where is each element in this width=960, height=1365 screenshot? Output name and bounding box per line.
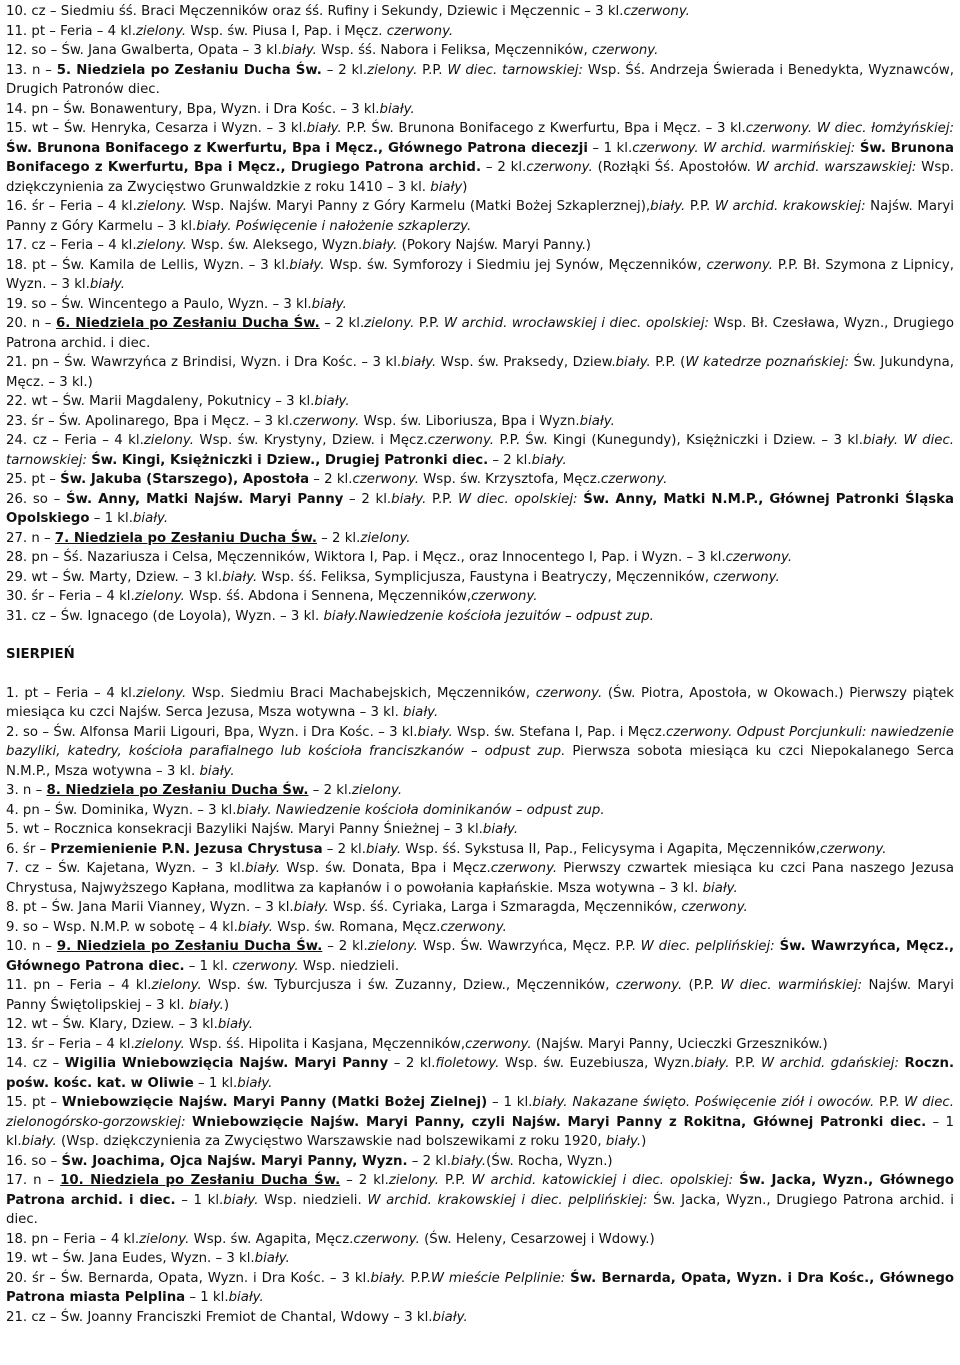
calendar-entry: [6, 119, 954, 197]
entry-text: czerwony.: [615, 978, 683, 993]
entry-text: Wniebowzięcie Najśw. Maryi Panny, czyli Najśw. Maryi Panny z Rokitna, Głównej Patronki diec.: [191, 1114, 927, 1130]
entry-text: Wsp. dziękczynienia za Zwycięstwo Grunwaldzkie z roku 1410 – 3 kl.: [6, 160, 954, 195]
entry-text: biały.: [417, 724, 453, 740]
calendar-entry: [6, 22, 954, 42]
entry-text: W mieście Pelplinie:: [430, 1270, 566, 1286]
entry-text: 14. cz –: [6, 1056, 65, 1071]
entry-text: zielony.: [364, 316, 415, 331]
entry-text: Wsp. św. Aleksego, Wyzn.: [186, 238, 363, 253]
entry-text: W archid. gdańskiej:: [760, 1056, 899, 1071]
entry-text: czerwony.: [232, 958, 299, 974]
entry-text: biały.: [432, 1309, 468, 1325]
entry-text: 28. pn – Śś. Nazariusza i Celsa, Męczenników, Wiktora I, Pap. i Męcz., oraz Innocentego I, Pap. i Wyzn. – 3 kl.: [6, 550, 726, 565]
entry-text: – 2 kl.: [309, 472, 353, 487]
calendar-entry: [6, 412, 954, 432]
entry-text: czerwony.: [440, 919, 507, 935]
entry-text: czerwony.: [427, 433, 495, 448]
entry-text: Św. Anny, Matki N.M.P., Głównej Patronki Śląska Opolskiego: [6, 491, 954, 526]
calendar-entry: [6, 2, 954, 22]
entry-text: – 1 kl.: [487, 1095, 533, 1110]
entry-text: (Rozłąki Śś. Apostołów.: [592, 160, 756, 175]
entry-text: zielony.: [135, 23, 187, 39]
entry-text: W archid. wrocławskiej i diec. opolskiej:: [443, 316, 710, 331]
calendar-entry: [6, 937, 954, 976]
entry-text: P.P.: [426, 491, 459, 507]
entry-text: 10. Niedziela po Zesłaniu Ducha Św.: [60, 1173, 341, 1188]
entry-text: 10. cz – Siedmiu śś. Braci Męczenników oraz śś. Rufiny i Sekundy, Dziewic i Męczennic – 3 kl.: [6, 4, 624, 19]
entry-text: czerwony.: [591, 43, 659, 58]
entry-text: 20. n –: [6, 316, 56, 331]
calendar-entry: [6, 820, 954, 840]
entry-text: – 2 kl.: [388, 1056, 436, 1071]
entry-text: biały.: [531, 452, 567, 468]
entry-text: (Wsp. dziękczynienia za Zwycięstwo Warszawskie nad bolszewikami z roku 1920,: [56, 1134, 606, 1149]
entry-text: 5. wt – Rocznica konsekracji Bazyliki Najśw. Maryi Panny Śnieżnej – 3 kl.: [6, 822, 483, 837]
calendar-entry: [6, 1054, 954, 1093]
entry-text: Wsp. św. Stefana I, Pap. i Męcz.: [452, 724, 666, 740]
entry-text: ): [462, 179, 468, 195]
entry-text: P.P. Bł. Szymona z Lipnicy, Wyzn. – 3 kl.: [6, 257, 954, 292]
entry-text: zielony.: [351, 783, 403, 798]
calendar-entry: [6, 256, 954, 295]
calendar-entry: [6, 295, 954, 315]
entry-text: W diec. warmińskiej:: [720, 978, 863, 993]
entry-text: Wsp. niedzieli.: [258, 1192, 368, 1208]
entry-text: biały.: [254, 1251, 290, 1266]
calendar-entry: [6, 470, 954, 490]
entry-text: biały.: [362, 238, 398, 253]
calendar-entry: [6, 781, 954, 801]
entry-text: 29. wt – Św. Marty, Dziew. – 3 kl.: [6, 569, 223, 585]
entry-text: – 1 kl.: [175, 1192, 224, 1208]
entry-text: P.P.: [439, 1173, 472, 1188]
entry-text: Wsp. św. Liboriusza, Bpa i Wyzn.: [359, 413, 580, 429]
entry-text: – 1 kl.: [184, 958, 233, 974]
entry-text: P.P.: [405, 1270, 431, 1286]
entry-text: P.P.: [414, 316, 444, 331]
entry-text: Wsp. śś. Sykstusa II, Pap., Felicysyma i Agapita, Męczenników,: [401, 841, 821, 857]
entry-text: Wsp. św. Piusa I, Pap. i Męcz.: [186, 23, 387, 39]
july-entries: [6, 2, 954, 626]
entry-text: biały.: [222, 569, 258, 585]
entry-text: zielony.: [139, 1231, 190, 1247]
entry-text: 20. śr – Św. Bernarda, Opata, Wyzn. i Dra Kośc. – 3 kl.: [6, 1270, 371, 1286]
entry-text: Św. Jakuba (Starszego), Apostoła: [60, 472, 310, 487]
entry-text: zielony.: [143, 433, 194, 448]
entry-text: (P.P.: [682, 978, 721, 993]
entry-text: – 2 kl.: [407, 1153, 451, 1169]
entry-text: czerwony.: [490, 861, 558, 876]
entry-text: 11. pn – Feria – 4 kl.: [6, 978, 152, 993]
calendar-entry: [6, 314, 954, 353]
entry-text: 4. pn – Św. Dominika, Wyzn. – 3 kl.: [6, 802, 237, 818]
calendar-entry: [6, 918, 954, 938]
entry-text: biały: [430, 179, 463, 195]
entry-text: Wsp. śś. Abdona i Sennena, Męczenników,: [184, 589, 472, 604]
entry-text: czerwony.: [713, 569, 780, 585]
entry-text: – 2 kl.: [319, 316, 365, 331]
entry-text: P.P.: [729, 1056, 761, 1071]
entry-text: Św. Jacka, Wyzn., Drugiego Patrona archid. i diec.: [6, 1192, 954, 1227]
entry-text: 6. Niedziela po Zesłaniu Ducha Św.: [55, 316, 320, 331]
entry-text: Św. Kingi, Księżniczki i Dziew., Drugiej Patronki diec.: [91, 452, 489, 468]
calendar-entry: [6, 100, 954, 120]
entry-text: P.P.: [685, 199, 715, 214]
entry-text: – 1 kl.: [89, 511, 133, 526]
entry-text: biały.: [702, 880, 738, 896]
entry-text: – 2 kl.: [340, 1173, 389, 1188]
entry-text: biały.: [188, 997, 224, 1013]
entry-text: biały. Nawiedzenie kościoła dominikanów – odpust zup.: [236, 802, 605, 818]
august-heading: SIERPIEŃ: [6, 647, 75, 662]
entry-text: P.P. (: [650, 355, 686, 370]
entry-text: biały.: [89, 277, 125, 292]
entry-text: czerwony.: [526, 160, 593, 175]
entry-text: czerwony.: [471, 589, 538, 604]
entry-text: – 1 kl.: [185, 1290, 229, 1305]
entry-text: 15. wt – Św. Henryka, Cesarza i Wyzn. – 3 kl.: [6, 121, 307, 136]
entry-text: biały.: [365, 841, 402, 857]
entry-text: czerwony.: [353, 1231, 420, 1247]
entry-text: biały.: [379, 101, 415, 117]
entry-text: Św. Jukundyna, Męcz. – 3 kl.): [6, 355, 954, 390]
entry-text: (Św. Rocha, Wyzn.): [486, 1153, 613, 1169]
entry-text: czerwony.: [725, 550, 793, 565]
entry-text: zielony.: [388, 1173, 440, 1188]
entry-text: Św. Wawrzyńca, Męcz., Głównego Patrona diec.: [6, 939, 954, 974]
calendar-entry: [6, 1171, 954, 1230]
entry-text: P.P.: [417, 62, 448, 78]
entry-text: biały.: [391, 491, 427, 507]
entry-text: Pierwszy czwartek miesiąca ku czci Pana naszego Jezusa Chrystusa, Najwyższego Kapłana, modlitwa za kapłanów i o powołania kapłańskie. Msza wotywna – 3 kl.: [6, 861, 954, 896]
entry-text: – 2 kl.: [322, 841, 366, 857]
entry-text: 9. so – Wsp. N.M.P. w sobotę – 4 kl.: [6, 919, 238, 935]
entry-text: Św. Brunona Bonifacego z Kwerfurtu, Bpa i Męcz., Głównego Patrona diecezji: [6, 140, 588, 156]
entry-text: Przemienienie P.N. Jezusa Chrystusa: [50, 841, 323, 857]
entry-text: biały.: [132, 511, 169, 526]
entry-text: czerwony.: [292, 413, 360, 429]
entry-text: Wsp. św. Romana, Męcz.: [273, 919, 441, 935]
entry-text: 8. pt – Św. Jana Marii Vianney, Wyzn. – 3 kl.: [6, 900, 294, 915]
calendar-entry: [6, 41, 954, 61]
entry-text: – 2 kl.: [321, 62, 368, 78]
entry-text: (Najśw. Maryi Panny, Ucieczki Grzeszników.): [531, 1036, 828, 1052]
entry-text: W diec. tarnowskiej:: [447, 62, 583, 78]
entry-text: biały.: [199, 763, 235, 779]
entry-text: 6. śr –: [6, 841, 51, 857]
entry-text: Wsp. śś. Cyriaka, Larga i Szmaragda, Męczenników,: [328, 900, 682, 915]
entry-text: biały. Nakazane święto. Poświęcenie ziół i owoców.: [532, 1095, 875, 1110]
entry-text: zielony.: [360, 530, 411, 546]
entry-text: czerwony.: [465, 1036, 532, 1052]
calendar-entry: [6, 587, 954, 607]
entry-text: – 1 kl.: [193, 1075, 238, 1091]
calendar-entry: [6, 431, 954, 470]
calendar-entry: [6, 61, 954, 100]
entry-text: 22. wt – Św. Marii Magdaleny, Pokutnicy – 3 kl.: [6, 394, 315, 409]
entry-text: biały.: [450, 1153, 487, 1169]
entry-text: 30. śr – Feria – 4 kl.: [6, 589, 135, 604]
entry-text: 24. cz – Feria – 4 kl.: [6, 433, 144, 448]
entry-text: W archid. warszawskiej:: [755, 160, 917, 175]
entry-text: czerwony.: [820, 841, 887, 857]
entry-text: biały.: [306, 121, 342, 136]
entry-text: 14. pn – Św. Bonawentury, Bpa, Wyzn. i Dra Kośc. – 3 kl.: [6, 101, 380, 117]
entry-text: ): [641, 1134, 647, 1149]
entry-text: Wsp. św. Krystyny, Dziew. i Męcz.: [194, 433, 428, 448]
calendar-entry: [6, 1249, 954, 1269]
entry-text: Wsp. św. Agapita, Męcz.: [189, 1231, 354, 1247]
entry-text: 8. Niedziela po Zesłaniu Ducha Św.: [46, 783, 309, 798]
entry-text: 2. so – Św. Alfonsa Marii Ligouri, Bpa, Wyzn. i Dra Kośc. – 3 kl.: [6, 724, 418, 740]
entry-text: biały.: [217, 1017, 254, 1032]
entry-text: 13. śr – Feria – 4 kl.: [6, 1036, 135, 1052]
entry-text: biały.: [605, 1134, 642, 1149]
entry-text: W diec. opolskiej:: [458, 491, 578, 507]
entry-text: czerwony.: [352, 472, 419, 487]
entry-text: W archid. katowickiej i diec. opolskiej:: [471, 1173, 734, 1188]
entry-text: 7. cz – Św. Kajetana, Wyzn. – 3 kl.: [6, 861, 245, 876]
entry-text: biały. Poświęcenie i nałożenie szkaplerzy.: [196, 218, 472, 234]
entry-text: Wsp. śś. Nabora i Feliksa, Męczenników,: [316, 43, 592, 58]
entry-text: czerwony.: [706, 257, 773, 273]
entry-text: 11. pt – Feria – 4 kl.: [6, 23, 136, 39]
entry-text: 19. so – Św. Wincentego a Paulo, Wyzn. – 3 kl.: [6, 296, 312, 312]
entry-text: biały.: [281, 43, 317, 58]
entry-text: biały.: [289, 257, 325, 273]
entry-text: Wsp. Śś. Andrzeja Świerada i Benedykta, Wyznawców, Drugich Patronów diec.: [6, 62, 955, 97]
entry-text: – 2 kl.: [316, 530, 361, 546]
entry-text: biały.: [237, 919, 274, 935]
entry-text: Wsp. niedzieli.: [298, 958, 400, 974]
entry-text: czerwony.: [386, 23, 454, 39]
calendar-entry: [6, 1152, 954, 1172]
entry-text: biały.: [244, 861, 281, 876]
entry-text: Wsp. Siedmiu Braci Machabejskich, Męczenników,: [186, 685, 536, 701]
entry-text: – 2 kl.: [322, 939, 368, 954]
entry-text: 9. Niedziela po Zesłaniu Ducha Św.: [56, 939, 323, 954]
entry-text: 5. Niedziela po Zesłaniu Ducha Św.: [56, 62, 322, 78]
entry-text: – 2 kl.: [481, 160, 527, 175]
entry-text: 12. so – Św. Jana Gwalberta, Opata – 3 kl.: [6, 43, 282, 58]
entry-text: Wsp. św. Symforozy i Siedmiu jej Synów, Męczenników,: [324, 257, 707, 273]
entry-text: 21. pn – Św. Wawrzyńca z Brindisi, Wyzn. i Dra Kośc. – 3 kl.: [6, 355, 402, 370]
entry-text: – 1 kl.: [6, 1114, 955, 1149]
entry-text: biały.: [694, 1056, 730, 1071]
calendar-entry: [6, 801, 954, 821]
entry-text: – 2 kl.: [488, 452, 532, 468]
calendar-entry: [6, 723, 954, 782]
entry-text: czerwony. W diec. łomżyńskiej:: [745, 121, 954, 136]
entry-text: 19. wt – Św. Jana Eudes, Wyzn. – 3 kl.: [6, 1251, 255, 1266]
august-entries: [6, 684, 954, 1328]
entry-text: Najśw. Maryi Panny z Góry Karmelu – 3 kl.: [6, 199, 954, 234]
entry-text: Św. Brunona Bonifacego z Kwerfurtu, Bpa i Męcz., Drugiego Patrona archid.: [6, 140, 954, 175]
entry-text: Wsp. św. Krzysztofa, Męcz.: [418, 472, 601, 487]
entry-text: 18. pt – Św. Kamila de Lellis, Wyzn. – 3 kl.: [6, 257, 290, 273]
entry-text: Św. Jacka, Wyzn., Głównego Patrona archid. i diec.: [6, 1173, 954, 1208]
entry-text: W diec. pelplińskiej:: [640, 939, 775, 954]
entry-text: W diec. zielonogórsko-gorzowskiej:: [6, 1095, 954, 1130]
entry-text: zielony.: [367, 939, 418, 954]
entry-text: czerwony.: [535, 685, 603, 701]
entry-text: Wsp. śś. Feliksa, Symplicjusza, Faustyna i Beatryczy, Męczenników,: [257, 569, 714, 585]
entry-text: W archid. krakowskiej i diec. pelplińskiej:: [367, 1192, 648, 1208]
entry-text: biały.: [482, 822, 519, 837]
entry-text: zielony.: [136, 685, 187, 701]
entry-text: biały.: [223, 1192, 259, 1208]
calendar-entry: [6, 684, 954, 723]
entry-text: Wsp. Św. Wawrzyńca, Męcz. P.P.: [417, 939, 641, 954]
entry-text: 16. śr – Feria – 4 kl.: [6, 199, 137, 214]
entry-text: biały.: [370, 1270, 406, 1286]
calendar-entry: [6, 976, 954, 1015]
calendar-entry: [6, 568, 954, 588]
entry-text: zielony.: [136, 199, 188, 214]
calendar-entry: [6, 1015, 954, 1035]
entry-text: biały.: [237, 1075, 273, 1091]
calendar-entry: [6, 840, 954, 860]
entry-text: biały.: [21, 1134, 57, 1149]
entry-text: 23. śr – Św. Apolinarego, Bpa i Męcz. – 3 kl.: [6, 413, 293, 429]
entry-text: 17. n –: [6, 1173, 61, 1188]
entry-text: (Św. Piotra, Apostoła, w Okowach.) Pierwszy piątek miesiąca ku czci Najśw. Serca Jezusa, Msza wotywna – 3 kl.: [6, 685, 954, 720]
entry-text: Św. Joachima, Ojca Najśw. Maryi Panny, Wyzn.: [61, 1153, 408, 1169]
entry-text: Roczn. pośw. kośc. kat. w Oliwie: [6, 1056, 954, 1091]
entry-text: 13. n –: [6, 62, 57, 78]
entry-text: zielony.: [134, 1036, 185, 1052]
entry-text: 18. pn – Feria – 4 kl.: [6, 1231, 140, 1247]
entry-text: biały.: [650, 199, 686, 214]
entry-text: Wsp. Najśw. Maryi Panny z Góry Karmelu (Matki Bożej Szkaplerznej),: [187, 199, 651, 214]
entry-text: zielony.: [136, 238, 187, 253]
entry-text: – 2 kl.: [308, 783, 352, 798]
entry-text: Wsp. św. Tyburcjusza i św. Zuzanny, Dziew., Męczenników,: [201, 978, 616, 993]
entry-text: 3. n –: [6, 783, 47, 798]
entry-text: biały.: [311, 296, 347, 312]
entry-text: P.P. Św. Brunona Bonifacego z Kwerfurtu, Bpa i Męcz. – 3 kl.: [341, 121, 746, 136]
calendar-entry: [6, 548, 954, 568]
entry-text: W katedrze poznańskiej:: [685, 355, 850, 370]
entry-text: biały.: [228, 1290, 264, 1305]
calendar-entry: [6, 1093, 954, 1152]
entry-text: 27. n –: [6, 530, 55, 546]
calendar-entry: [6, 529, 954, 549]
entry-text: 15. pt –: [6, 1095, 62, 1110]
entry-text: biały.: [403, 705, 439, 720]
entry-text: zielony.: [367, 62, 418, 78]
entry-text: biały.: [314, 394, 350, 409]
entry-text: fioletowy.: [435, 1056, 500, 1071]
entry-text: Najśw. Maryi Panny Świętolipskiej – 3 kl.: [6, 978, 954, 1013]
entry-text: Św. Bernarda, Opata, Wyzn. i Dra Kośc., Głównego Patrona miasta Pelplina: [6, 1270, 954, 1305]
entry-text: Wsp. św. Praksedy, Dziew.: [436, 355, 616, 370]
entry-text: czerwony.: [623, 4, 690, 19]
entry-text: Wsp. św. Euzebiusza, Wyzn.: [499, 1056, 695, 1071]
entry-text: P.P. Św. Kingi (Kunegundy), Księżniczki i Dziew. – 3 kl.: [494, 433, 863, 448]
entry-text: 1. pt – Feria – 4 kl.: [6, 685, 137, 701]
entry-text: Wsp. śś. Hipolita i Kasjana, Męczenników,: [184, 1036, 466, 1052]
entry-text: biały.: [615, 355, 651, 370]
entry-text: ): [223, 997, 230, 1013]
entry-text: biały.: [401, 355, 437, 370]
entry-text: czerwony. Odpust Porcjunkuli: nawiedzenie bazyliki, katedry, kościoła parafialnego lub kościoła franciszkanów – odpust zup.: [6, 724, 954, 759]
entry-text: 21. cz – Św. Joanny Franciszki Fremiot de Chantal, Wdowy – 3 kl.: [6, 1309, 433, 1325]
entry-text: 17. cz – Feria – 4 kl.: [6, 238, 137, 253]
entry-text: – 2 kl.: [343, 491, 392, 507]
calendar-entry: [6, 490, 954, 529]
entry-text: P.P.: [874, 1095, 905, 1110]
calendar-entry: [6, 392, 954, 412]
entry-text: 10. n –: [6, 939, 57, 954]
entry-text: czerwony. W archid. warmińskiej:: [632, 140, 856, 156]
entry-text: biały.: [579, 413, 615, 429]
entry-text: czerwony.: [681, 900, 748, 915]
entry-text: biały.Nawiedzenie kościoła jezuitów – odpust zup.: [323, 608, 654, 624]
entry-text: W archid. krakowskiej:: [714, 199, 866, 214]
entry-text: Wniebowzięcie Najśw. Maryi Panny (Matki Bożej Zielnej): [61, 1095, 488, 1110]
calendar-entry: [6, 1308, 954, 1328]
calendar-entry: [6, 236, 954, 256]
entry-text: – 1 kl.: [587, 140, 633, 156]
calendar-entry: [6, 859, 954, 898]
calendar-entry: [6, 1035, 954, 1055]
entry-text: 31. cz – Św. Ignacego (de Loyola), Wyzn. – 3 kl.: [6, 608, 324, 624]
entry-text: Pierwsza sobota miesiąca ku czci Niepokalanego Serca N.M.P., Msza wotywna – 3 kl.: [6, 744, 954, 779]
entry-text: czerwony.: [600, 472, 668, 487]
calendar-entry: [6, 353, 954, 392]
entry-text: 12. wt – Św. Klary, Dziew. – 3 kl.: [6, 1017, 218, 1032]
entry-text: biały. W diec. tarnowskiej:: [6, 433, 954, 468]
entry-text: 26. so –: [6, 491, 66, 507]
entry-text: 7. Niedziela po Zesłaniu Ducha Św.: [54, 530, 317, 546]
calendar-entry: [6, 898, 954, 918]
entry-text: (Pokory Najśw. Maryi Panny.): [397, 238, 591, 253]
calendar-entry: [6, 197, 954, 236]
entry-text: (Św. Heleny, Cesarzowej i Wdowy.): [419, 1231, 655, 1247]
entry-text: biały.: [293, 900, 329, 915]
calendar-entry: [6, 607, 954, 627]
entry-text: Wsp. św. Donata, Bpa i Męcz.: [280, 861, 491, 876]
entry-text: zielony.: [134, 589, 185, 604]
calendar-entry: [6, 1269, 954, 1308]
entry-text: Wsp. Bł. Czesława, Wyzn., Drugiego Patrona archid. i diec.: [6, 316, 954, 351]
entry-text: Wigilia Wniebowzięcia Najśw. Maryi Panny: [64, 1056, 389, 1071]
entry-text: zielony.: [151, 978, 202, 993]
calendar-entry: [6, 1230, 954, 1250]
entry-text: Św. Anny, Matki Najśw. Maryi Panny: [65, 491, 344, 507]
entry-text: 16. so –: [6, 1153, 62, 1169]
entry-text: 25. pt –: [6, 472, 61, 487]
